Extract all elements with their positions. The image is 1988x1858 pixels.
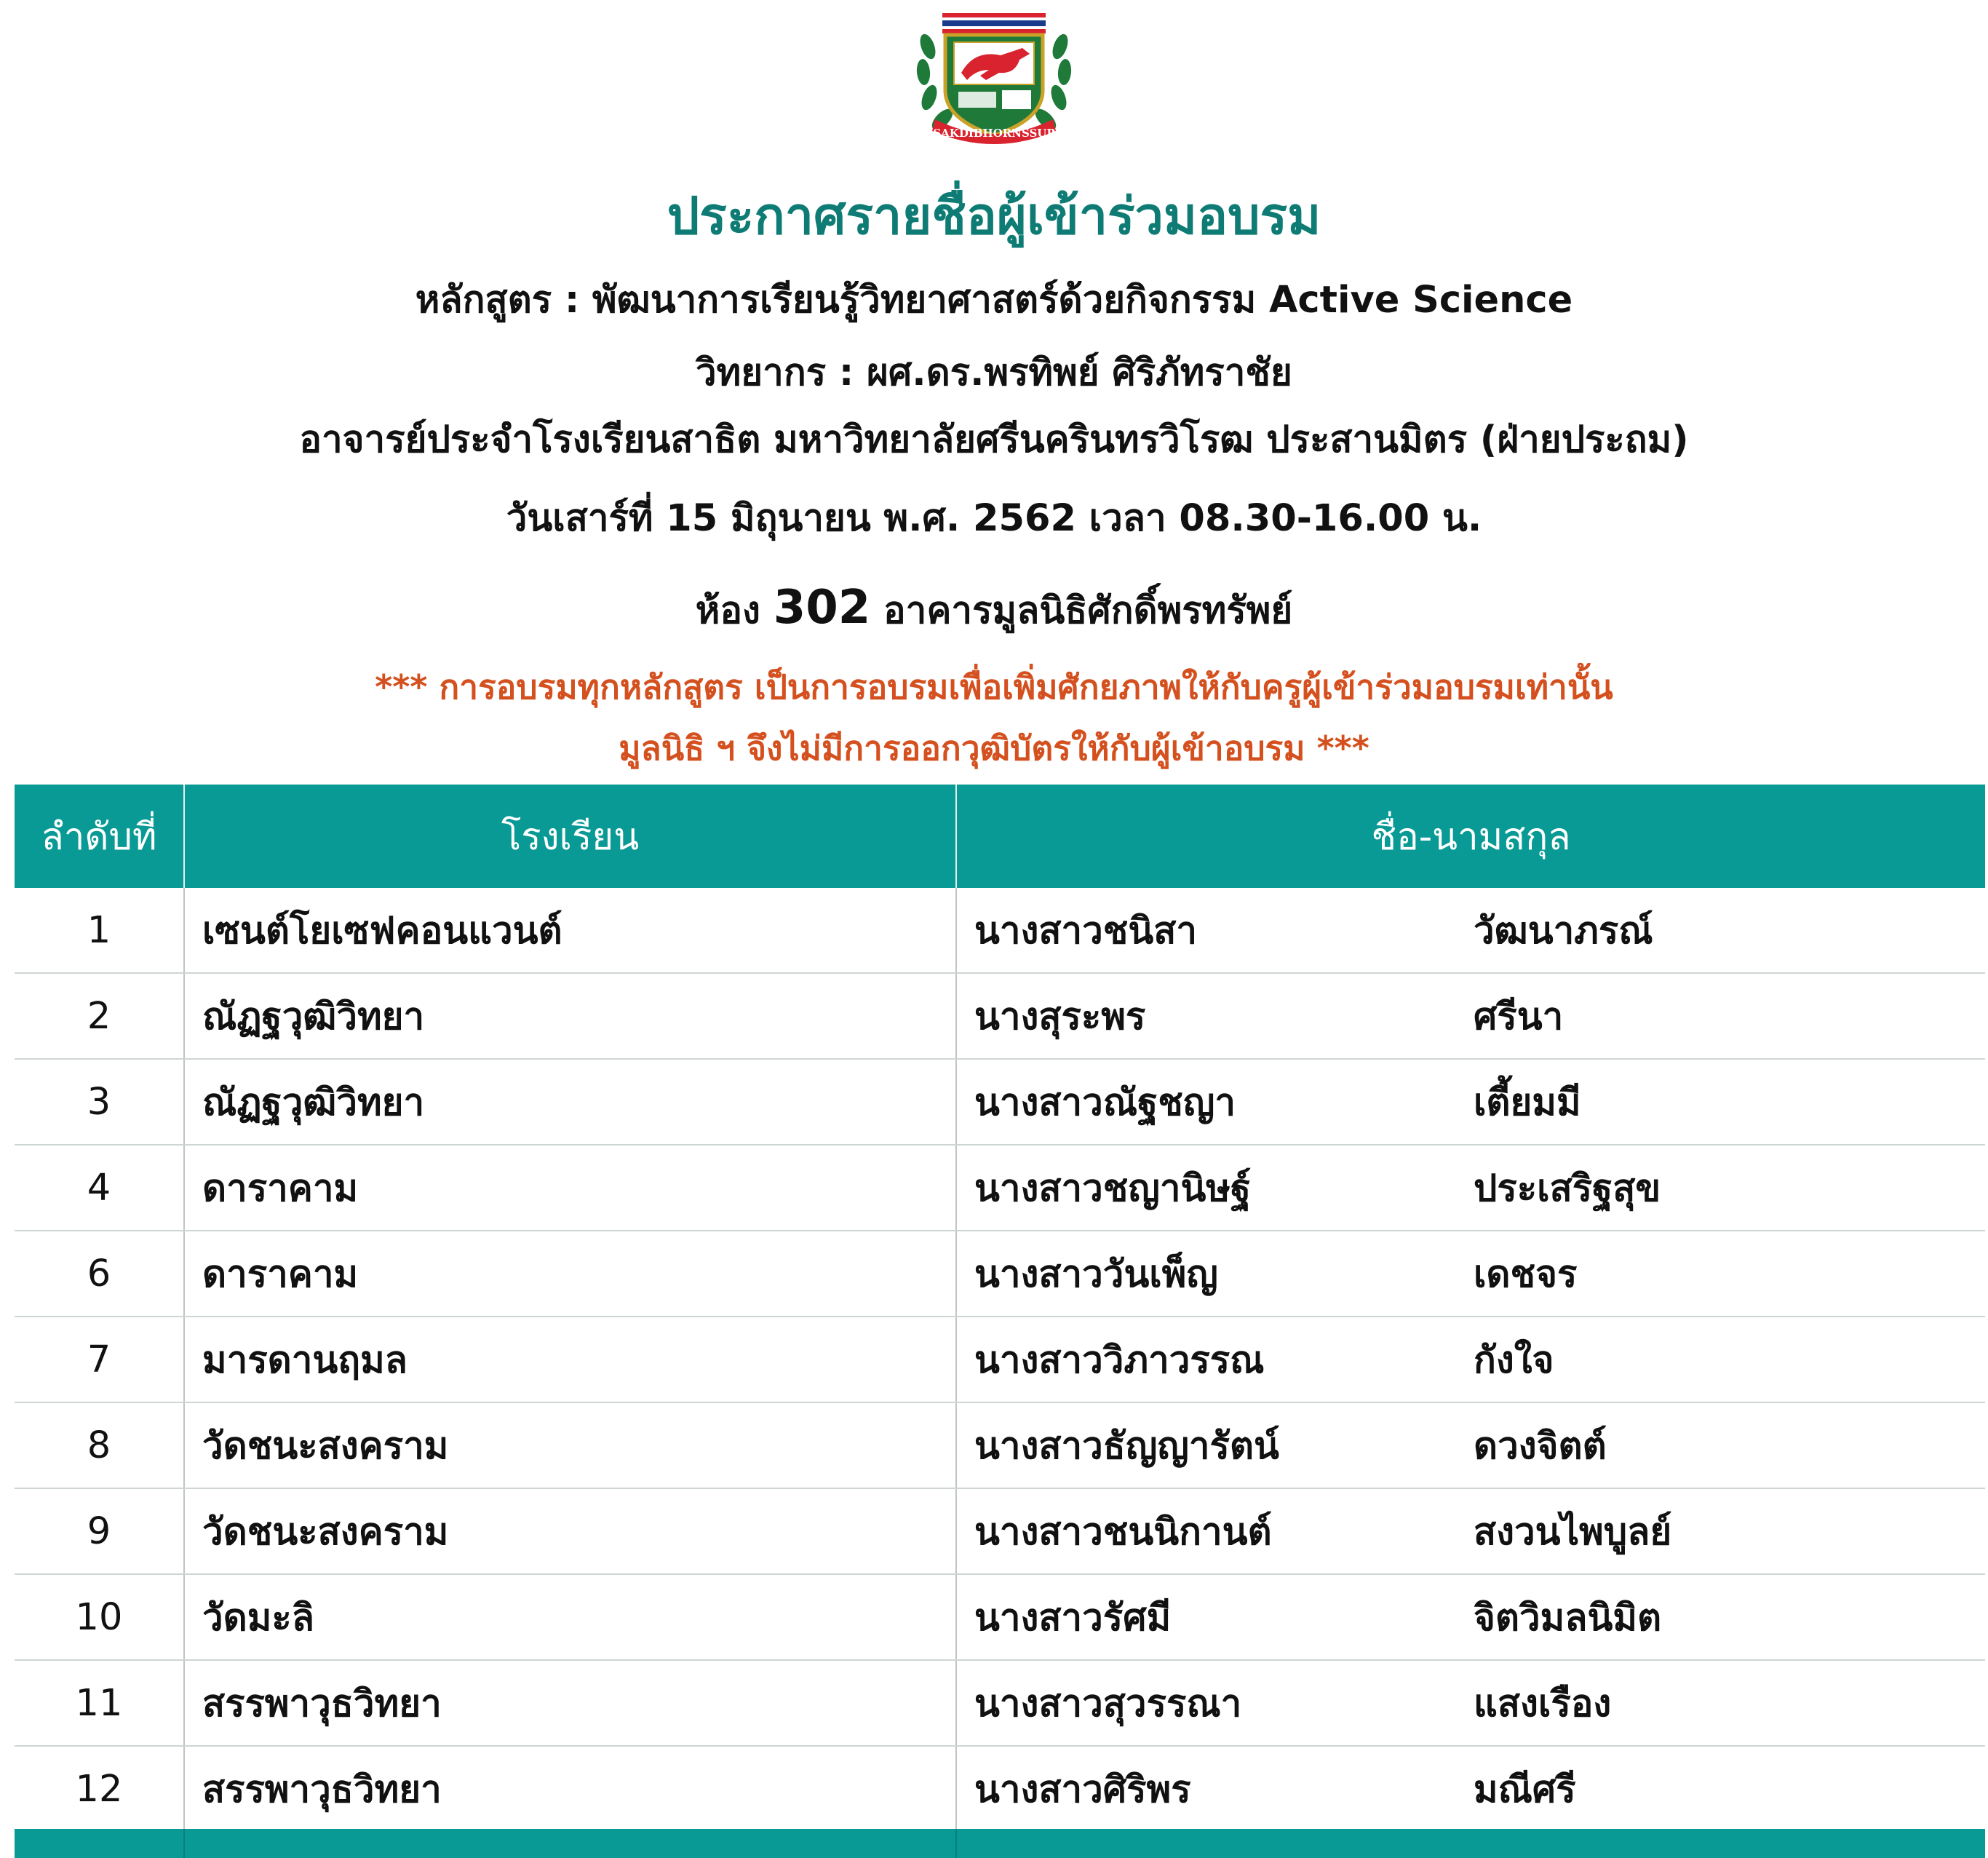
row-last-name: กังใจ [1474,1338,1554,1382]
footer-divider [955,1829,957,1858]
row-name [956,1746,1985,1832]
room-number: 302 [773,581,871,635]
row-num: 2 [15,973,184,1059]
row-num: 9 [15,1488,184,1574]
row-num: 7 [15,1317,184,1402]
row-last-name: จิตวิมลนิมิต [1474,1596,1662,1640]
row-first-name: นางสาวชญานิษฐ์ [974,1167,1252,1210]
page-title: ประกาศรายชื่อผู้เข้าร่วมอบรม [667,186,1321,246]
table-row [15,1660,1985,1746]
row-num: 1 [15,888,184,973]
school-logo [913,3,1075,146]
footer-divider [183,1829,185,1858]
row-name [956,973,1985,1059]
row-name [956,1145,1985,1231]
logo-text: SAKDIBHORNSSUP [933,127,1055,140]
row-last-name: ดวงจิตต์ [1474,1424,1607,1468]
row-school: วัดมะลิ [184,1574,956,1660]
table-row [15,888,1985,973]
row-school: เซนต์โยเซฟคอนแวนต์ [184,888,956,973]
table-footer-bar [15,1829,1985,1858]
row-name [956,1488,1985,1574]
row-school: ดาราคาม [184,1231,956,1317]
table-row [15,1145,1985,1231]
header-school: โรงเรียน [184,785,956,888]
table-row [15,1231,1985,1317]
row-name [956,1660,1985,1746]
header-num: ลำดับที่ [15,785,184,888]
row-school: ดาราคาม [184,1145,956,1231]
row-first-name: นางสาวธัญญารัตน์ [974,1424,1279,1468]
row-first-name: นางสุระพร [974,995,1146,1039]
room-line [0,581,1988,635]
row-name [956,1059,1985,1145]
table-row [15,1059,1985,1145]
table-row [15,1488,1985,1574]
row-last-name: วัฒนาภรณ์ [1474,909,1653,953]
row-last-name: เตี้ยมมี [1474,1081,1581,1124]
row-last-name: สงวนไพบูลย์ [1474,1510,1672,1554]
table-row [15,1317,1985,1402]
row-first-name: นางสาวชนิสา [974,909,1198,953]
room-building: อาคารมูลนิธิศักดิ์พรทรัพย์ [883,589,1293,632]
row-first-name: นางสาวสุวรรณา [974,1682,1242,1726]
table-row [15,1746,1985,1832]
row-name [956,1317,1985,1402]
row-num: 3 [15,1059,184,1145]
row-school: มารดานฤมล [184,1317,956,1402]
row-school: ณัฏฐวุฒิวิทยา [184,973,956,1059]
row-first-name: นางสาววิภาวรรณ [974,1338,1265,1382]
row-num: 12 [15,1746,184,1832]
row-num: 6 [15,1231,184,1317]
row-num: 10 [15,1574,184,1660]
row-last-name: แสงเรือง [1474,1682,1612,1726]
row-num: 11 [15,1660,184,1746]
row-first-name: นางสาวณัฐชญา [974,1081,1236,1124]
row-first-name: นางสาวศิริพร [974,1768,1191,1811]
row-name [956,888,1985,973]
row-last-name: ประเสริฐสุข [1474,1167,1661,1210]
row-school: สรรพาวุธวิทยา [184,1660,956,1746]
note-line-1: *** การอบรมทุกหลักสูตร เป็นการอบรมเพื่อเพิ่มศักยภาพให้กับครูผู้เข้าร่วมอบรมเท่านั้น [375,667,1613,707]
row-school: วัดชนะสงคราม [184,1402,956,1488]
table-row [15,1574,1985,1660]
row-name [956,1231,1985,1317]
row-school: ณัฏฐวุฒิวิทยา [184,1059,956,1145]
row-name [956,1402,1985,1488]
row-last-name: เดชจร [1474,1252,1578,1296]
row-first-name: นางสาวชนนิกานต์ [974,1510,1272,1554]
datetime-line: วันเสาร์ที่ 15 มิถุนายน พ.ศ. 2562 เวลา 08.30-16.00 น. [506,497,1482,540]
header-name: ชื่อ-นามสกุล [956,785,1985,888]
table-header-row [15,785,1985,888]
row-school: วัดชนะสงคราม [184,1488,956,1574]
row-last-name: ศรีนา [1474,995,1564,1039]
course-line: หลักสูตร : พัฒนาการเรียนรู้วิทยาศาสตร์ด้วยกิจกรรม Active Science [415,279,1573,322]
table-row [15,973,1985,1059]
participants-table [15,785,1985,1833]
note-line-2: มูลนิธิ ฯ จึงไม่มีการออกวุฒิบัตรให้กับผู้เข้าอบรม *** [619,728,1369,768]
room-prefix: ห้อง [695,589,760,632]
row-school: สรรพาวุธวิทยา [184,1746,956,1832]
row-name [956,1574,1985,1660]
row-first-name: นางสาววันเพ็ญ [974,1252,1218,1296]
speaker-line: วิทยากร : ผศ.ดร.พรทิพย์ ศิริภัทราชัย [696,352,1292,394]
row-first-name: นางสาวรัศมี [974,1596,1172,1640]
table-row [15,1402,1985,1488]
row-num: 4 [15,1145,184,1231]
row-num: 8 [15,1402,184,1488]
affiliation-line: อาจารย์ประจำโรงเรียนสาธิต มหาวิทยาลัยศรีนครินทรวิโรฒ ประสานมิตร (ฝ่ายประถม) [299,418,1689,461]
row-last-name: มณีศรี [1474,1768,1576,1811]
